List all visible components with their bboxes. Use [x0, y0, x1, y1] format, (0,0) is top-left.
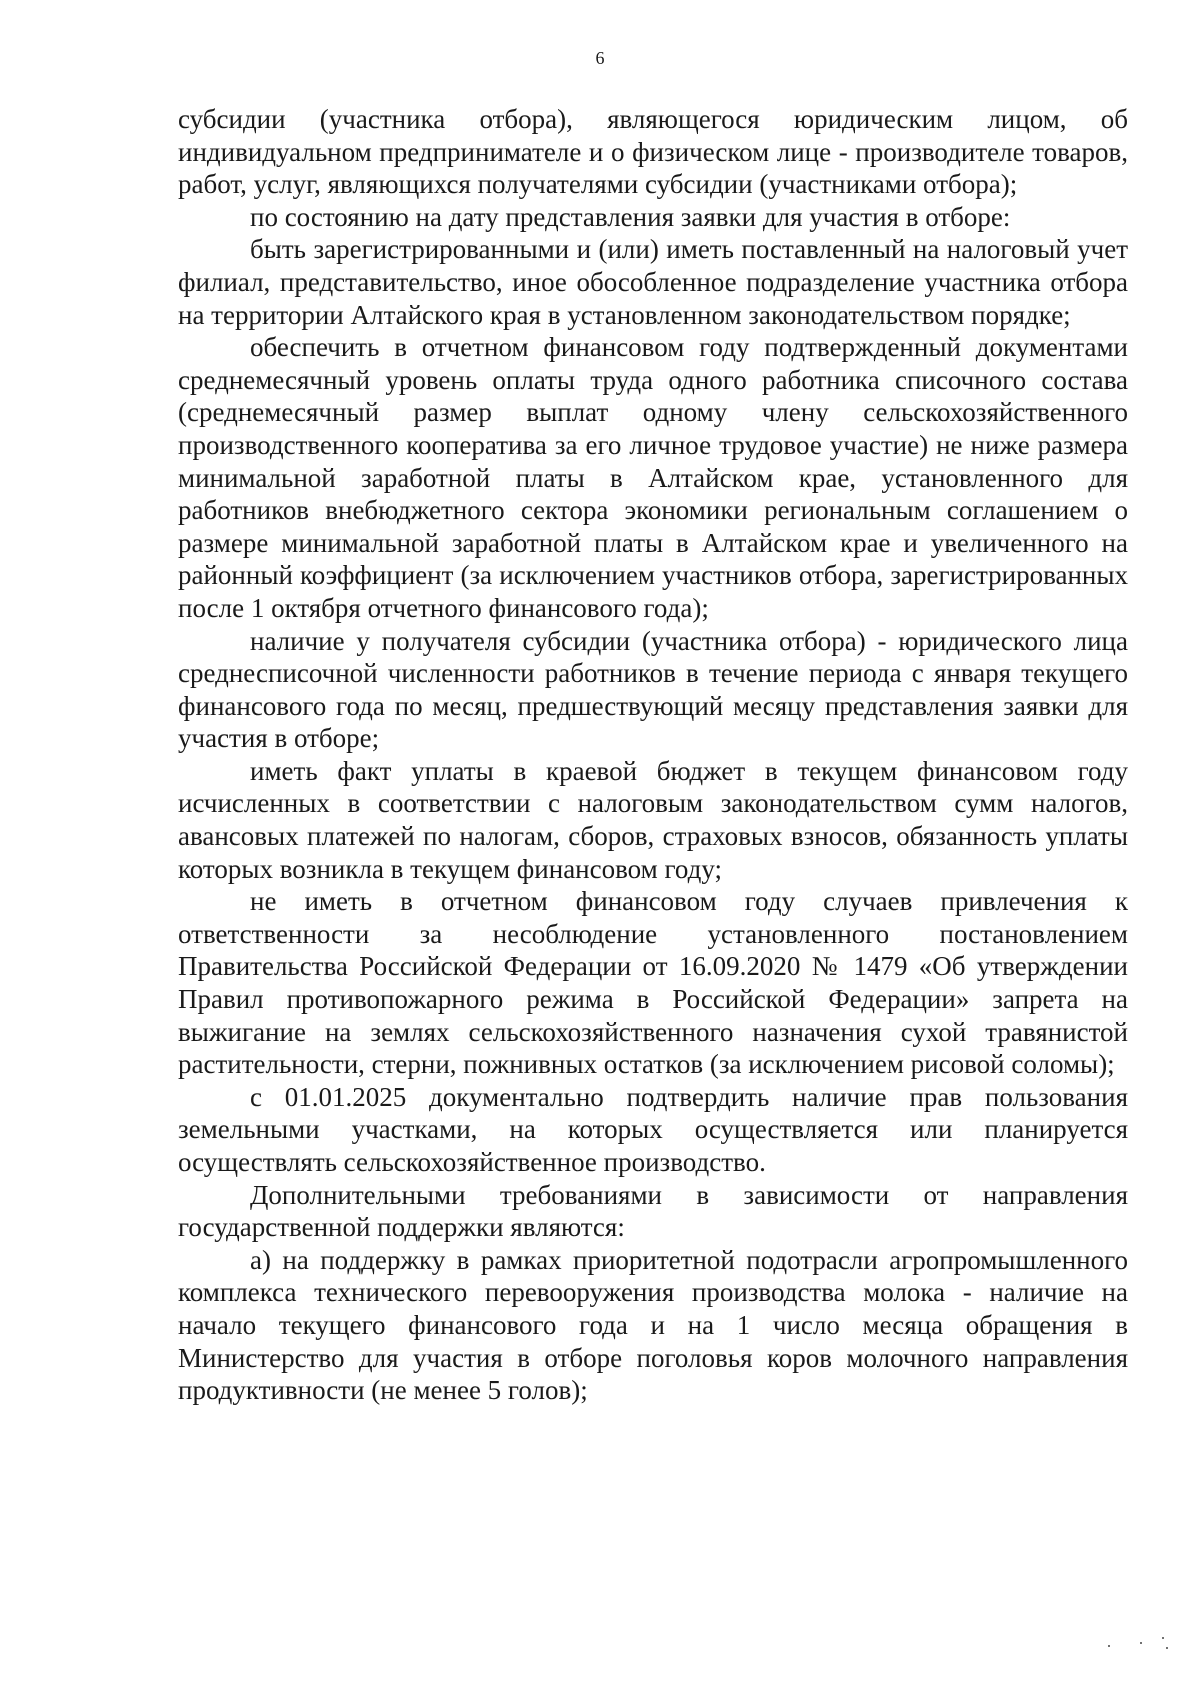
scan-specks — [1100, 1635, 1180, 1655]
page-number: 6 — [595, 48, 605, 68]
scan-speck — [1140, 1642, 1142, 1644]
scan-speck — [1108, 1645, 1110, 1647]
document-body — [178, 103, 1128, 1407]
scan-speck — [1166, 1647, 1168, 1649]
scan-speck — [1162, 1637, 1164, 1639]
paragraph-headcount: наличие у получателя субсидии (участника отбора) - юридического лица среднесписочной численности работников в течение периода с января текущего финансового года по месяц, предшествующий месяцу представления заявки для участия в отборе; — [178, 625, 1128, 754]
paragraph-as-of-date: по состоянию на дату представления заявки для участия в отборе: — [250, 201, 1011, 232]
paragraph-continuation: субсидии (участника отбора), являющегося юридическим лицом, об индивидуальном предпринимателе и о физическом лице - производителе товаров, работ, услуг, являющихся получателями субсидии (участниками отбора); — [178, 104, 1128, 200]
paragraph-tax-payment: иметь факт уплаты в краевой бюджет в текущем финансовом году исчисленных в соответствии с налоговым законодательством сумм налогов, авансовых платежей по налогам, сборов, страховых взносов, обязанность уплаты которых возникла в текущем финансовом году; — [178, 755, 1128, 884]
paragraph-item-a-milk: а) на поддержку в рамках приоритетной подотрасли агропромышленного комплекса технического перевооружения производства молока - наличие на начало текущего финансового года и на 1 число месяца обращения в Министерство для участия в отборе поголовья коров молочного направления продуктивности (не менее 5 голов); — [178, 1244, 1128, 1406]
paragraph-land-rights: с 01.01.2025 документально подтвердить наличие прав пользования земельными участками, на которых осуществляется или планируется осуществлять сельскохозяйственное производство. — [178, 1081, 1128, 1177]
paragraph-registration: быть зарегистрированными и (или) иметь поставленный на налоговый учет филиал, представительство, иное обособленное подразделение участника отбора на территории Алтайского края в установленном законодательством порядке; — [178, 234, 1128, 330]
paragraph-additional-requirements: Дополнительными требованиями в зависимости от направления государственной поддержки являются: — [178, 1179, 1128, 1243]
paragraph-fire-regulation: не иметь в отчетном финансовом году случаев привлечения к ответственности за несоблюдение установленного постановлением Правительства Российской Федерации от 16.09.2020 № 1479 «Об утверждении Правил противопожарного режима в Российской Федерации» запрета на выжигание на землях сельскохозяйственного назначения сухой травянистой растительности, стерни, пожнивных остатков (за исключением рисовой соломы); — [178, 886, 1128, 1080]
paragraph-wage-level: обеспечить в отчетном финансовом году подтвержденный документами среднемесячный уровень оплаты труда одного работника списочного состава (среднемесячный размер выплат одному члену сельскохозяйственного производственного кооператива за его личное трудовое участие) не ниже размера минимальной заработной платы в Алтайском крае, установленного для работников внебюджетного сектора экономики региональным соглашением о размере минимальной заработной платы в Алтайском крае и увеличенного на районный коэффициент (за исключением участников отбора, зарегистрированных после 1 октября отчетного финансового года); — [178, 332, 1128, 623]
